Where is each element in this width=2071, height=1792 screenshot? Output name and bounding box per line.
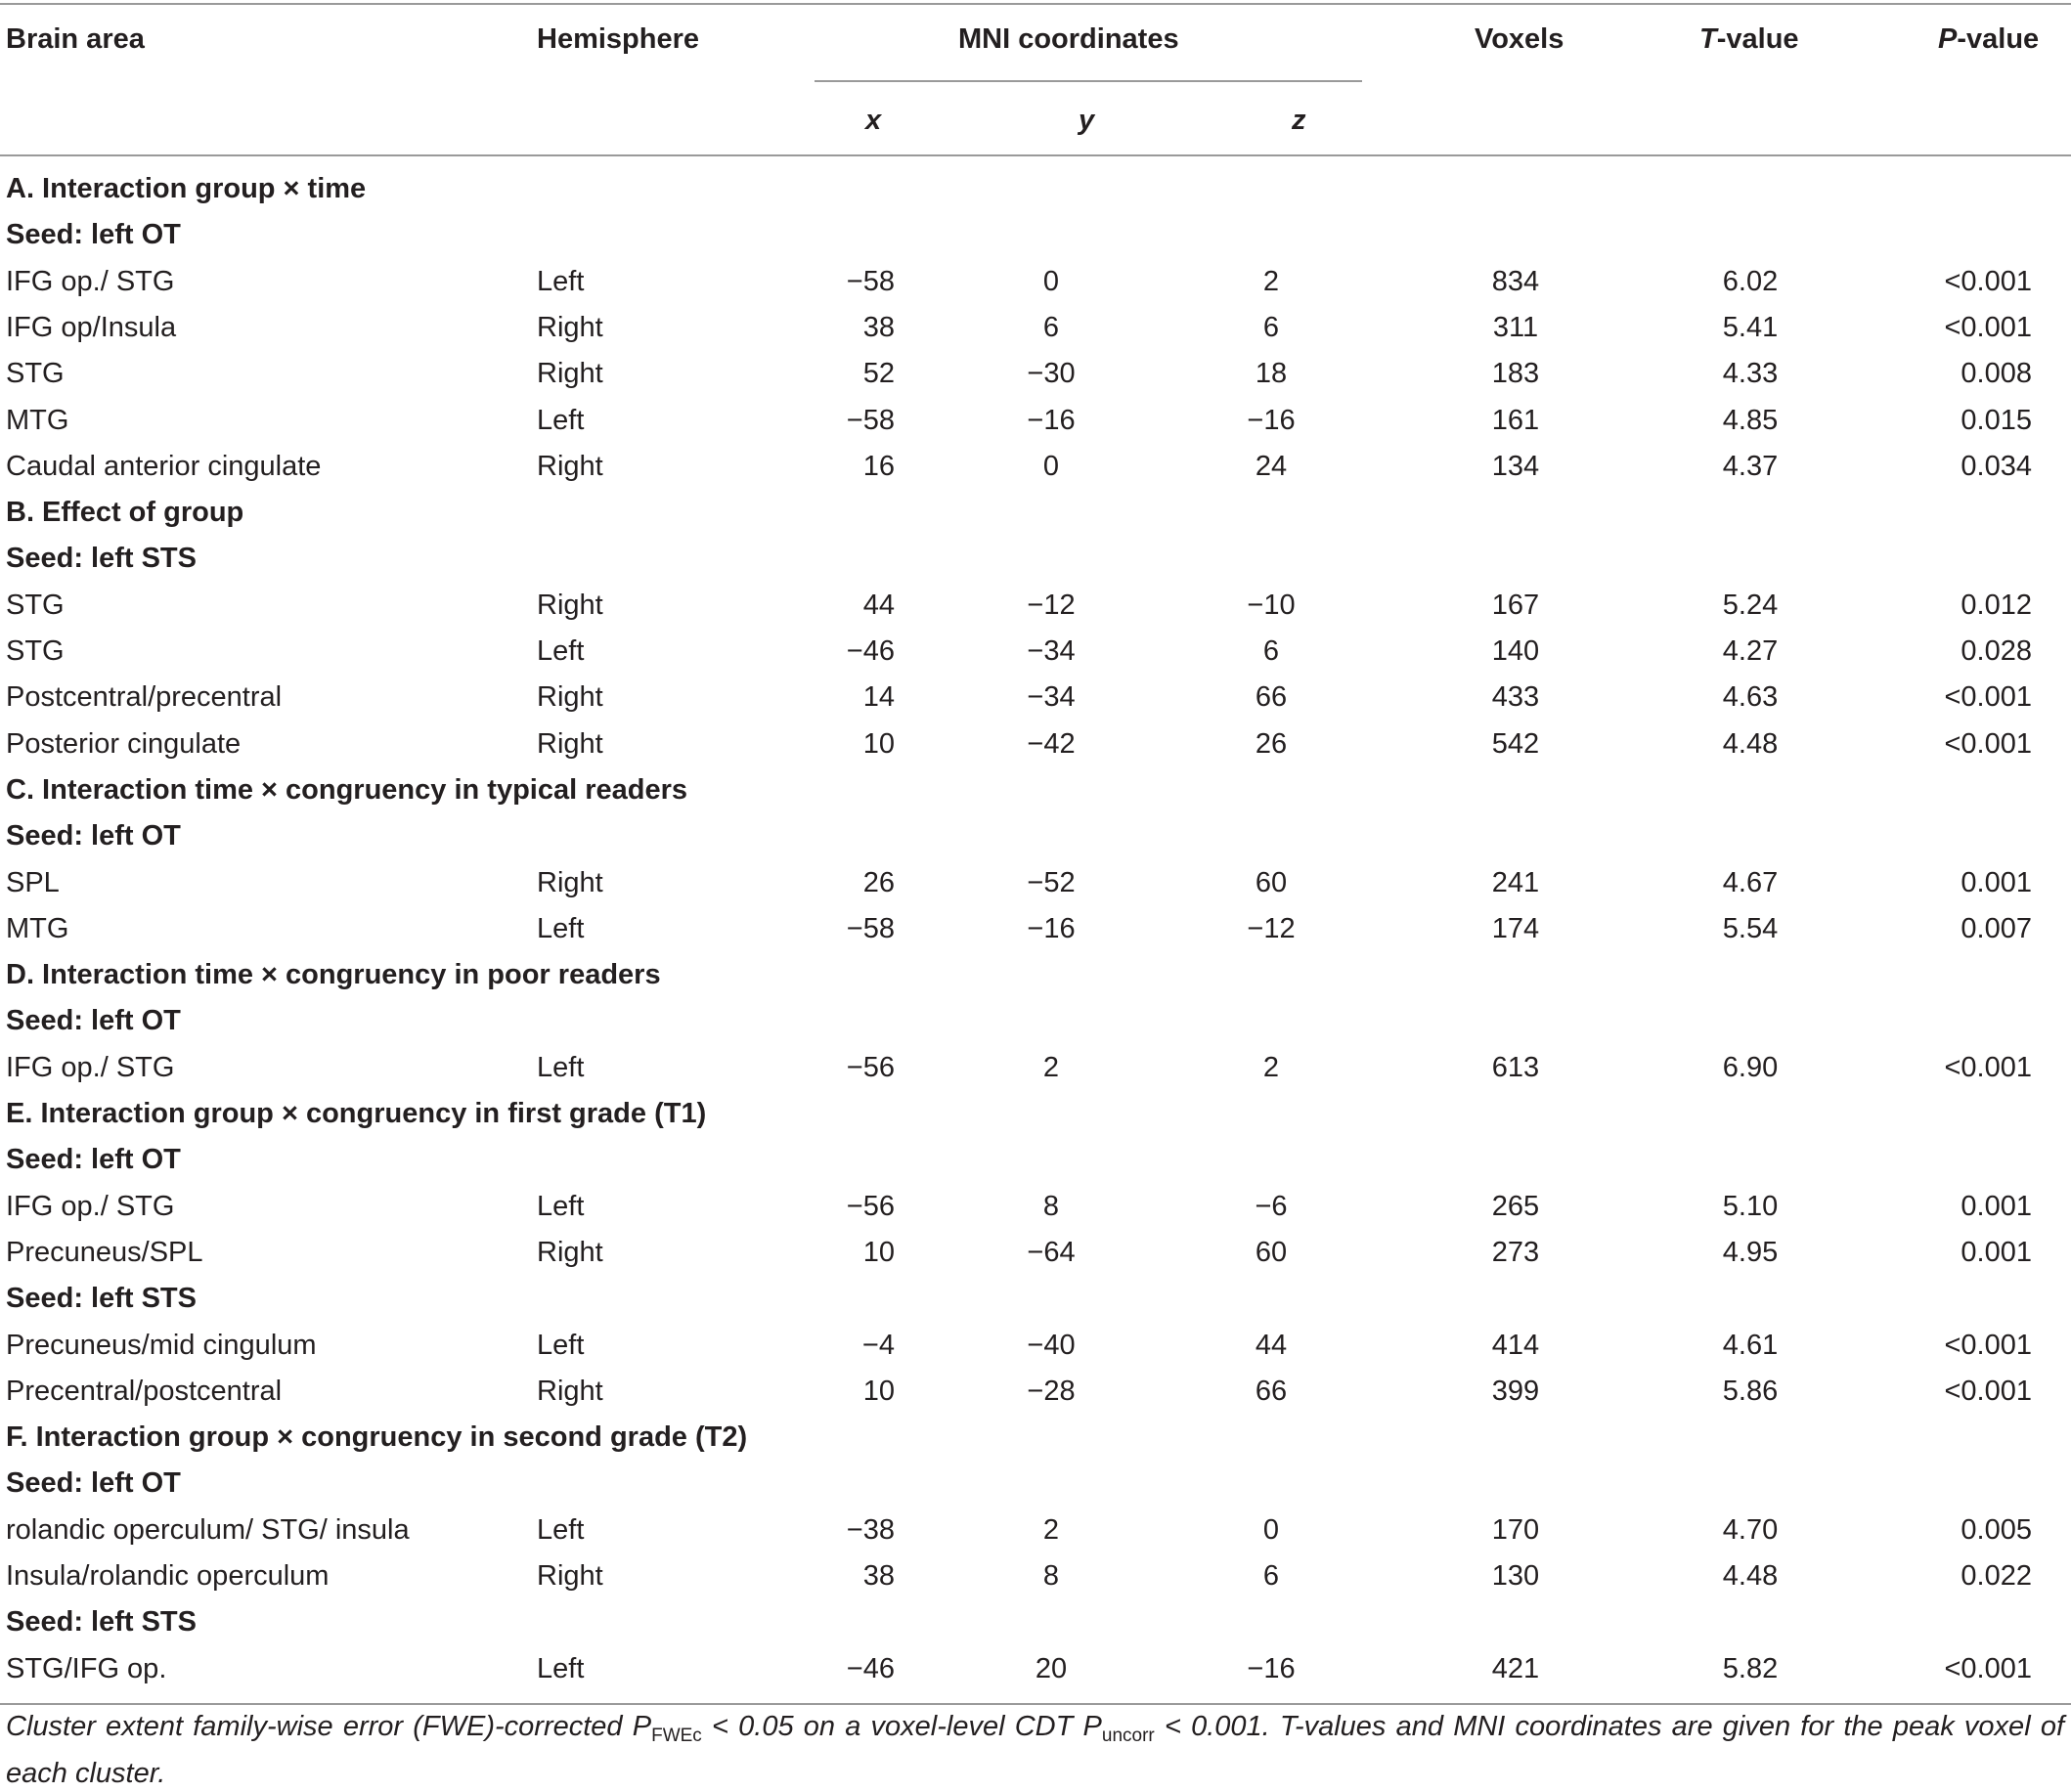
x-coordinate-cell: 16 [862, 450, 895, 482]
seed-label: Seed: left OT [6, 219, 181, 251]
p-value-cell: 0.001 [1961, 1190, 2032, 1222]
hemisphere-cell: Right [537, 358, 603, 390]
brain-area-cell: Postcentral/precentral [6, 681, 283, 714]
seed-label: Seed: left OT [6, 1005, 181, 1037]
y-coordinate-cell: −12 [1027, 589, 1076, 621]
voxels-cell: 183 [1491, 358, 1540, 390]
hemisphere-cell: Left [537, 1652, 585, 1684]
header-t-value [1699, 23, 1799, 56]
z-coordinate-cell: 6 [1262, 635, 1280, 667]
z-coordinate-cell: 24 [1255, 450, 1288, 482]
seed-label: Seed: left STS [6, 1606, 197, 1639]
hemisphere-cell: Left [537, 1329, 585, 1361]
hemisphere-cell: Right [537, 1375, 603, 1407]
mni-subheader-rule [815, 80, 1362, 82]
voxels-cell: 161 [1491, 404, 1540, 436]
table-row [0, 1045, 2071, 1091]
p-value-cell: <0.001 [1944, 727, 2032, 760]
voxels-cell: 433 [1491, 681, 1540, 714]
x-coordinate-cell: 38 [862, 1560, 895, 1592]
brain-area-cell: Caudal anterior cingulate [6, 450, 322, 482]
z-coordinate-cell: 66 [1255, 681, 1288, 714]
y-coordinate-cell: 0 [1042, 265, 1060, 297]
p-value-cell: 0.005 [1961, 1513, 2032, 1546]
header-hemisphere: Hemisphere [537, 23, 700, 55]
t-value-cell: 5.54 [1722, 912, 1779, 944]
seed-heading-row [0, 1599, 2071, 1645]
footnote-part3: < 0.001. T-values and MNI coordinates are given for the peak voxel of each cluster. [6, 1711, 2065, 1789]
brain-area-cell: IFG op./ STG [6, 265, 175, 297]
p-value-cell: 0.012 [1961, 589, 2032, 621]
hemisphere-cell: Right [537, 727, 603, 760]
z-coordinate-cell: 18 [1255, 358, 1288, 390]
section-heading-row [0, 1091, 2071, 1137]
t-value-cell: 5.10 [1722, 1190, 1779, 1222]
brain-area-cell: Precuneus/SPL [6, 1236, 203, 1268]
hemisphere-cell: Right [537, 866, 603, 898]
t-value-cell: 5.41 [1722, 311, 1779, 343]
seed-label: Seed: left OT [6, 1144, 181, 1176]
y-coordinate-cell: −16 [1027, 912, 1076, 944]
t-value-cell: 4.61 [1722, 1329, 1779, 1361]
table-row [0, 1323, 2071, 1369]
footnote-sub-uncorr: uncorr [1101, 1726, 1155, 1746]
hemisphere-cell: Right [537, 1560, 603, 1592]
voxels-cell: 170 [1491, 1513, 1540, 1546]
voxels-cell: 311 [1492, 311, 1539, 343]
brain-area-cell: MTG [6, 404, 69, 436]
x-coordinate-cell: −58 [846, 912, 895, 944]
seed-heading-row [0, 1461, 2071, 1507]
p-value-cell: 0.007 [1961, 912, 2032, 944]
table-row [0, 721, 2071, 767]
voxels-cell: 134 [1491, 450, 1540, 482]
t-value-cell: 6.02 [1722, 265, 1779, 297]
voxels-cell: 130 [1491, 1560, 1540, 1592]
voxels-cell: 834 [1491, 265, 1540, 297]
hemisphere-cell: Left [537, 635, 585, 667]
z-coordinate-cell: 6 [1262, 1560, 1280, 1592]
seed-label: Seed: left OT [6, 1467, 181, 1500]
table-row [0, 1553, 2071, 1599]
brain-area-cell: IFG op./ STG [6, 1051, 175, 1083]
p-value-cell: 0.015 [1961, 404, 2032, 436]
p-value-cell: <0.001 [1944, 1329, 2032, 1361]
p-value-cell: 0.028 [1961, 635, 2032, 667]
header-t-letter: T [1699, 23, 1717, 55]
z-coordinate-cell: −12 [1247, 912, 1296, 944]
hemisphere-cell: Right [537, 311, 603, 343]
table-row [0, 398, 2071, 444]
x-coordinate-cell: 52 [862, 358, 895, 390]
x-coordinate-cell: −4 [861, 1329, 895, 1361]
y-coordinate-cell: −28 [1027, 1375, 1076, 1407]
x-coordinate-cell: 10 [862, 727, 895, 760]
voxels-cell: 167 [1491, 589, 1540, 621]
footnote-part2: < 0.05 on a voxel-level CDT P [701, 1711, 1102, 1742]
t-value-cell: 4.27 [1722, 635, 1779, 667]
seed-heading-row [0, 536, 2071, 582]
brain-area-cell: IFG op./ STG [6, 1190, 175, 1222]
t-value-cell: 4.37 [1722, 450, 1779, 482]
section-heading-row [0, 166, 2071, 212]
p-value-cell: <0.001 [1944, 681, 2032, 714]
t-value-cell: 5.82 [1722, 1652, 1779, 1684]
brain-area-cell: STG/IFG op. [6, 1652, 167, 1684]
hemisphere-cell: Right [537, 681, 603, 714]
p-value-cell: <0.001 [1944, 311, 2032, 343]
z-coordinate-cell: 6 [1262, 311, 1280, 343]
t-value-cell: 6.90 [1722, 1051, 1779, 1083]
y-coordinate-cell: −34 [1027, 635, 1076, 667]
z-coordinate-cell: 26 [1255, 727, 1288, 760]
brain-area-cell: Posterior cingulate [6, 727, 242, 760]
section-heading: F. Interaction group × congruency in second grade (T2) [6, 1421, 748, 1454]
section-heading-row [0, 952, 2071, 998]
y-coordinate-cell: −40 [1027, 1329, 1076, 1361]
seed-heading-row [0, 1137, 2071, 1183]
seed-heading-row [0, 212, 2071, 258]
seed-heading-row [0, 1276, 2071, 1322]
section-heading: C. Interaction time × congruency in typical readers [6, 773, 688, 806]
z-coordinate-cell: 66 [1255, 1375, 1288, 1407]
header-p-letter: P [1938, 23, 1958, 55]
voxels-cell: 265 [1491, 1190, 1540, 1222]
p-value-cell: 0.022 [1961, 1560, 2032, 1592]
table-footnote [6, 1708, 2064, 1792]
header-p-value [1938, 23, 2039, 56]
brain-area-cell: IFG op/Insula [6, 311, 177, 343]
p-value-cell: <0.001 [1944, 1652, 2032, 1684]
z-coordinate-cell: −6 [1255, 1190, 1288, 1222]
seed-heading-row [0, 813, 2071, 859]
header-voxels: Voxels [1475, 23, 1564, 55]
seed-label: Seed: left OT [6, 820, 181, 852]
voxels-cell: 273 [1491, 1236, 1540, 1268]
x-coordinate-cell: 44 [862, 589, 895, 621]
p-value-cell: 0.034 [1961, 450, 2032, 482]
brain-area-cell: SPL [6, 866, 60, 898]
table-row [0, 583, 2071, 629]
voxels-cell: 414 [1491, 1329, 1540, 1361]
hemisphere-cell: Left [537, 1190, 585, 1222]
section-heading-row [0, 490, 2071, 536]
hemisphere-cell: Left [537, 404, 585, 436]
voxels-cell: 421 [1491, 1652, 1540, 1684]
table-row [0, 860, 2071, 906]
z-coordinate-cell: −16 [1247, 404, 1296, 436]
x-coordinate-cell: −46 [846, 1652, 895, 1684]
section-heading: B. Effect of group [6, 497, 244, 529]
y-coordinate-cell: −34 [1027, 681, 1076, 714]
hemisphere-cell: Right [537, 450, 603, 482]
brain-area-cell: STG [6, 635, 65, 667]
seed-label: Seed: left STS [6, 1283, 197, 1315]
hemisphere-cell: Right [537, 1236, 603, 1268]
t-value-cell: 4.85 [1722, 404, 1779, 436]
t-value-cell: 4.48 [1722, 727, 1779, 760]
footnote-sub-fwec: FWEc [651, 1726, 702, 1746]
voxels-cell: 542 [1491, 727, 1540, 760]
table-row [0, 675, 2071, 721]
brain-area-cell: Precuneus/mid cingulum [6, 1329, 317, 1361]
header-brain-area: Brain area [6, 23, 145, 55]
section-heading: A. Interaction group × time [6, 173, 367, 204]
table-row [0, 444, 2071, 490]
z-coordinate-cell: 44 [1255, 1329, 1288, 1361]
brain-area-cell: STG [6, 589, 65, 621]
x-coordinate-cell: 38 [862, 311, 895, 343]
t-value-cell: 4.63 [1722, 681, 1779, 714]
y-coordinate-cell: 6 [1042, 311, 1060, 343]
header-p-suffix: -value [1957, 23, 2040, 55]
t-value-cell: 5.86 [1722, 1375, 1779, 1407]
y-coordinate-cell: 2 [1042, 1051, 1060, 1083]
z-coordinate-cell: 2 [1262, 265, 1280, 297]
t-value-cell: 4.33 [1722, 358, 1779, 390]
y-coordinate-cell: −52 [1027, 866, 1076, 898]
y-coordinate-cell: −64 [1027, 1236, 1076, 1268]
header-x: x [865, 105, 882, 136]
p-value-cell: <0.001 [1944, 1051, 2032, 1083]
seed-label: Seed: left STS [6, 543, 197, 575]
table-row [0, 1230, 2071, 1276]
header-t-suffix: -value [1716, 23, 1799, 55]
y-coordinate-cell: 20 [1035, 1652, 1068, 1684]
hemisphere-cell: Left [537, 912, 585, 944]
z-coordinate-cell: −10 [1247, 589, 1296, 621]
x-coordinate-cell: −58 [846, 265, 895, 297]
table-row [0, 1184, 2071, 1230]
y-coordinate-cell: 8 [1042, 1560, 1060, 1592]
header-mni-coordinates: MNI coordinates [958, 23, 1179, 55]
table-row [0, 351, 2071, 397]
x-coordinate-cell: −56 [846, 1051, 895, 1083]
brain-area-cell: rolandic operculum/ STG/ insula [6, 1513, 410, 1546]
t-value-cell: 4.70 [1722, 1513, 1779, 1546]
x-coordinate-cell: 26 [862, 866, 895, 898]
table-bottom-rule [0, 1703, 2071, 1705]
z-coordinate-cell: 60 [1255, 1236, 1288, 1268]
section-heading: E. Interaction group × congruency in first grade (T1) [6, 1098, 707, 1129]
table-top-rule [0, 3, 2071, 5]
t-value-cell: 5.24 [1722, 589, 1779, 621]
brain-area-cell: Insula/rolandic operculum [6, 1560, 330, 1592]
x-coordinate-cell: −56 [846, 1190, 895, 1222]
x-coordinate-cell: 10 [862, 1236, 895, 1268]
header-z: z [1292, 105, 1306, 136]
section-heading-row [0, 1415, 2071, 1461]
table-row [0, 1369, 2071, 1415]
z-coordinate-cell: 0 [1262, 1513, 1280, 1546]
y-coordinate-cell: −42 [1027, 727, 1076, 760]
voxels-cell: 140 [1491, 635, 1540, 667]
y-coordinate-cell: 2 [1042, 1513, 1060, 1546]
p-value-cell: 0.001 [1961, 866, 2032, 898]
p-value-cell: <0.001 [1944, 265, 2032, 297]
x-coordinate-cell: 10 [862, 1375, 895, 1407]
y-coordinate-cell: −30 [1027, 358, 1076, 390]
z-coordinate-cell: 60 [1255, 866, 1288, 898]
brain-area-cell: STG [6, 358, 65, 390]
voxels-cell: 174 [1491, 912, 1540, 944]
section-heading: D. Interaction time × congruency in poor readers [6, 959, 661, 991]
voxels-cell: 241 [1491, 866, 1540, 898]
p-value-cell: 0.001 [1961, 1236, 2032, 1268]
header-y: y [1079, 105, 1095, 136]
section-heading-row [0, 767, 2071, 813]
footnote-part1: Cluster extent family-wise error (FWE)-corrected P [6, 1711, 652, 1742]
t-value-cell: 4.95 [1722, 1236, 1779, 1268]
brain-area-cell: Precentral/postcentral [6, 1375, 283, 1407]
t-value-cell: 4.67 [1722, 866, 1779, 898]
table-row [0, 906, 2071, 952]
table-row [0, 305, 2071, 351]
header-bottom-rule [0, 154, 2071, 156]
table-row [0, 629, 2071, 675]
x-coordinate-cell: 14 [862, 681, 895, 714]
t-value-cell: 4.48 [1722, 1560, 1779, 1592]
table-row [0, 259, 2071, 305]
y-coordinate-cell: 0 [1042, 450, 1060, 482]
table-row [0, 1508, 2071, 1553]
x-coordinate-cell: −58 [846, 404, 895, 436]
seed-heading-row [0, 998, 2071, 1044]
brain-area-cell: MTG [6, 912, 69, 944]
hemisphere-cell: Left [537, 1051, 585, 1083]
voxels-cell: 399 [1491, 1375, 1540, 1407]
hemisphere-cell: Left [537, 265, 585, 297]
p-value-cell: 0.008 [1961, 358, 2032, 390]
z-coordinate-cell: 2 [1262, 1051, 1280, 1083]
y-coordinate-cell: −16 [1027, 404, 1076, 436]
hemisphere-cell: Left [537, 1513, 585, 1546]
p-value-cell: <0.001 [1944, 1375, 2032, 1407]
voxels-cell: 613 [1491, 1051, 1540, 1083]
x-coordinate-cell: −38 [846, 1513, 895, 1546]
y-coordinate-cell: 8 [1042, 1190, 1060, 1222]
hemisphere-cell: Right [537, 589, 603, 621]
table-row [0, 1646, 2071, 1692]
x-coordinate-cell: −46 [846, 635, 895, 667]
z-coordinate-cell: −16 [1247, 1652, 1296, 1684]
